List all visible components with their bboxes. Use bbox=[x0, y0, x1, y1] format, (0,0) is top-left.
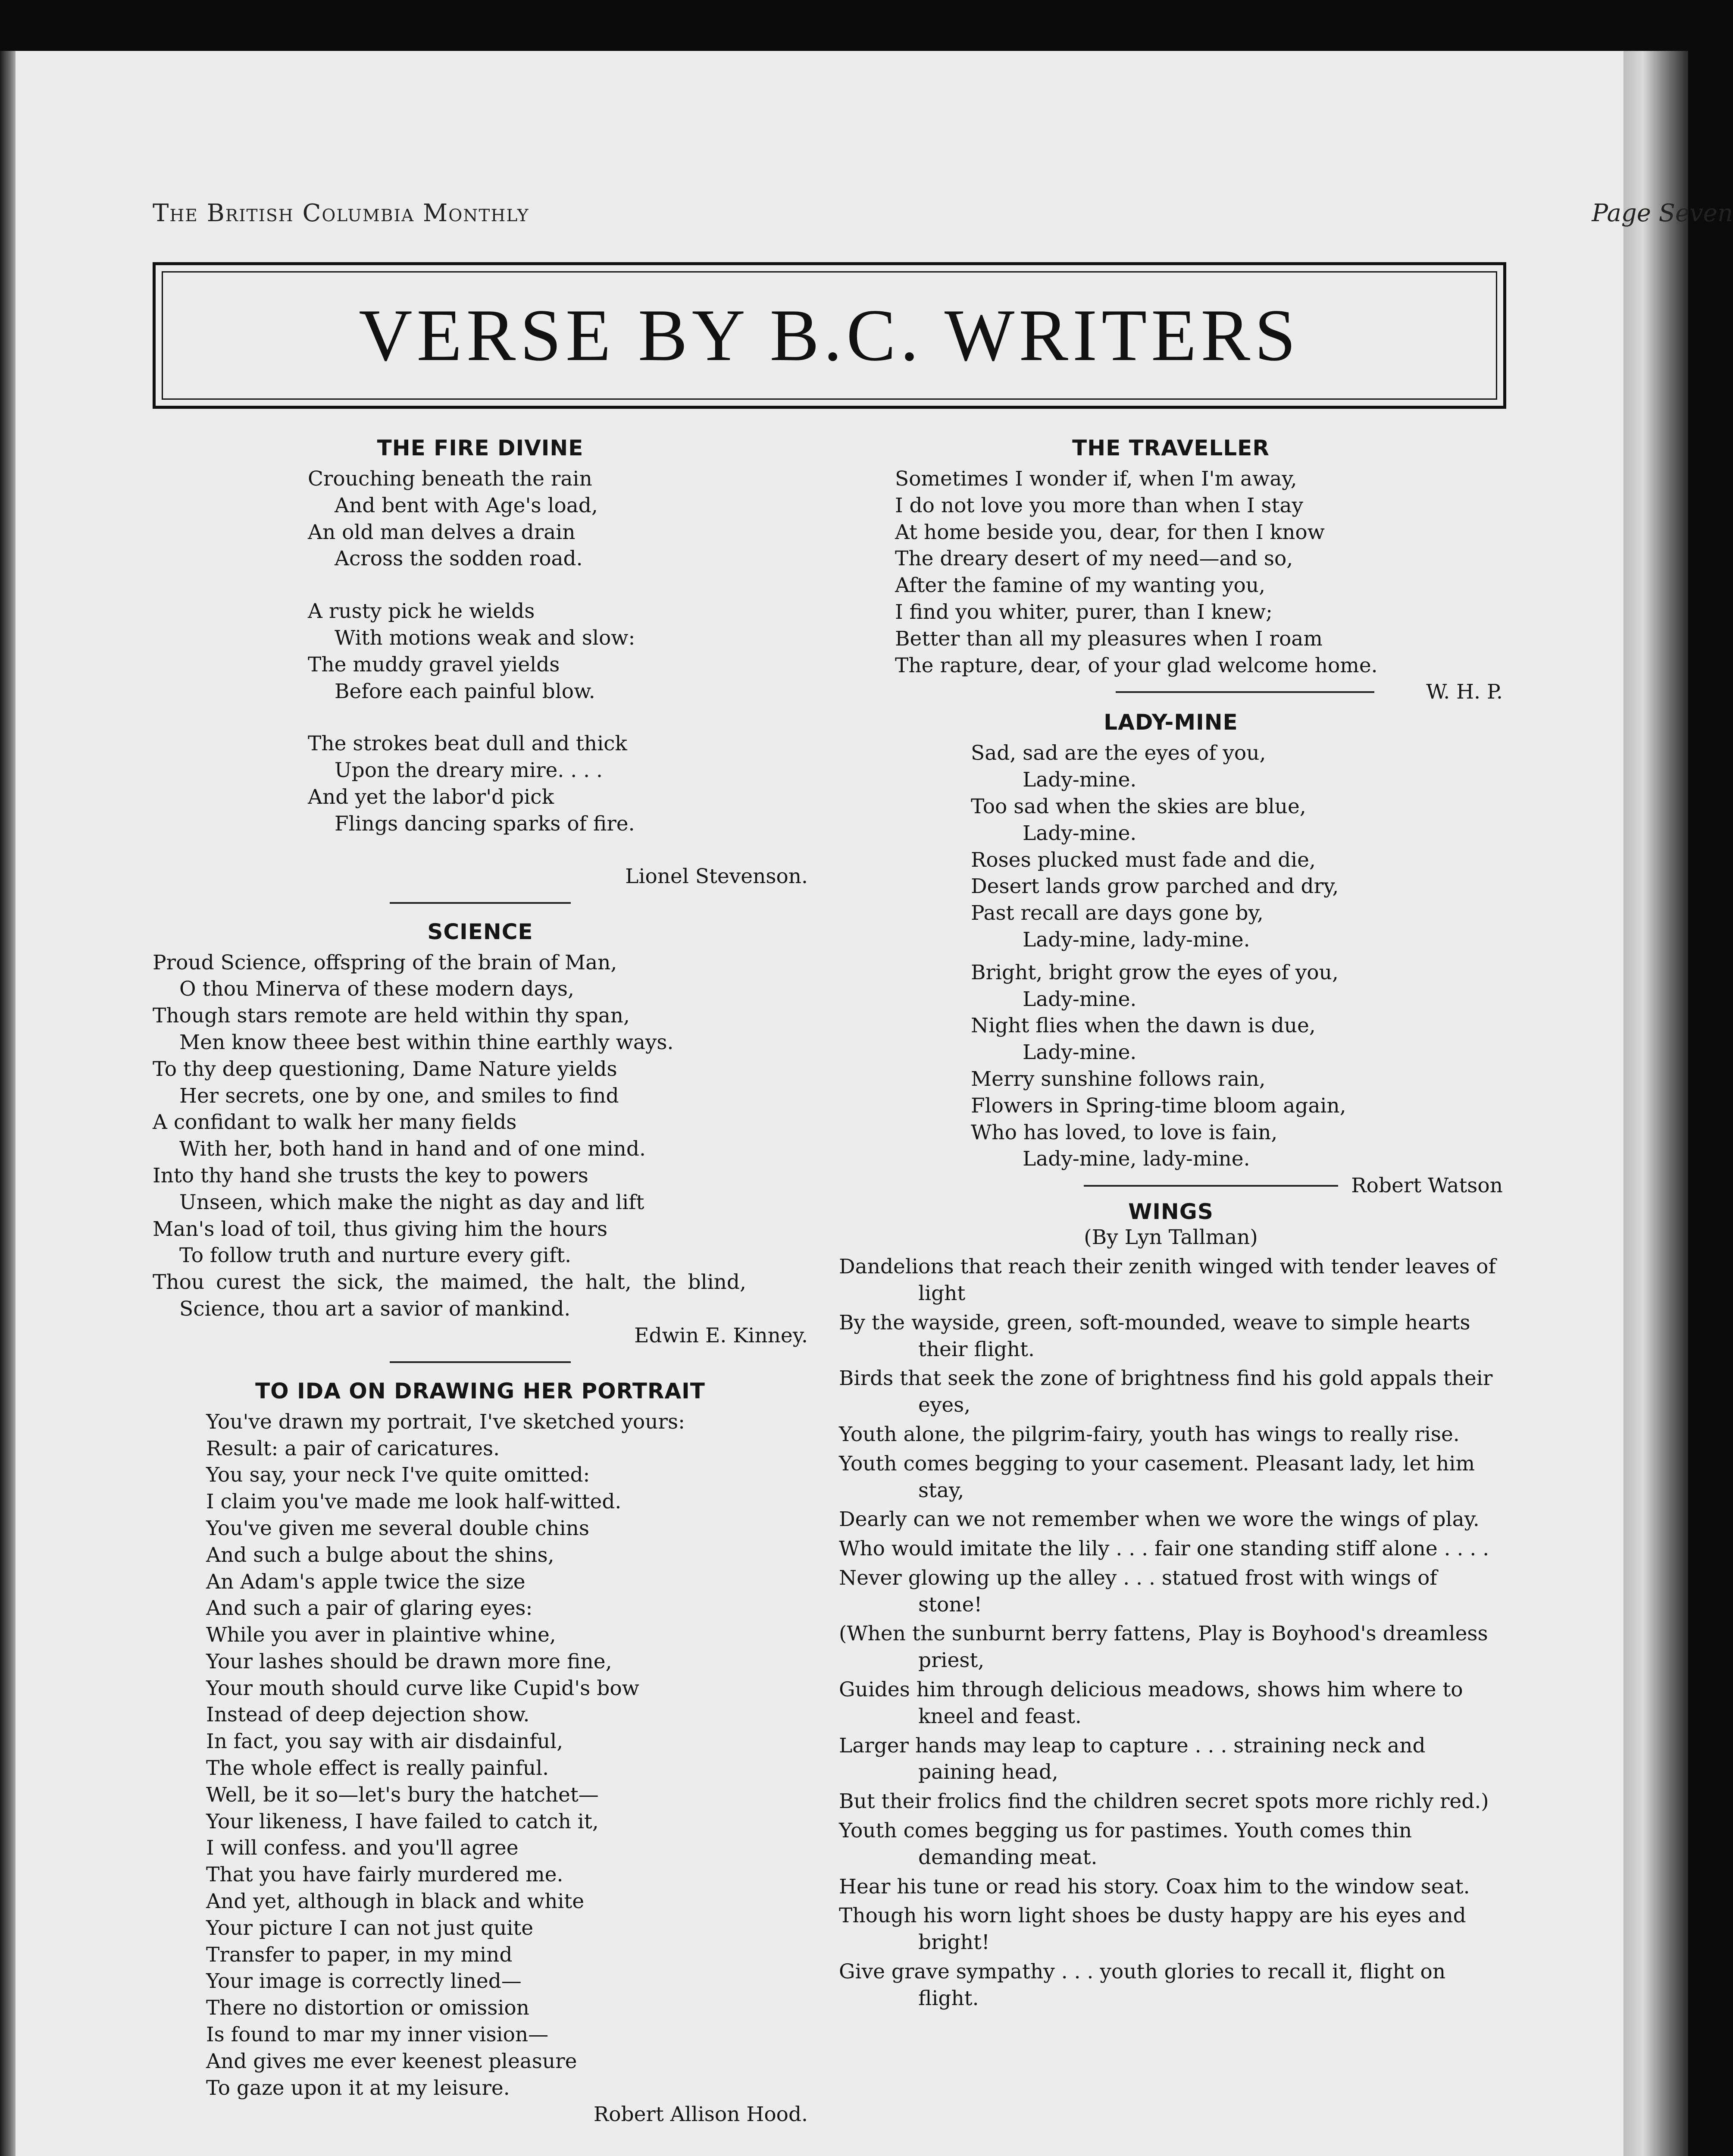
poem-line: An Adam's apple twice the size bbox=[206, 1570, 526, 1594]
poem-line: Man's load of toil, thus giving him the hours bbox=[153, 1217, 608, 1241]
poem-line: Is found to mar my inner vision— bbox=[206, 2023, 549, 2047]
poem-author: Robert Watson bbox=[1351, 1174, 1503, 1198]
poem-line: To follow truth and nurture every gift. bbox=[179, 1244, 572, 1268]
poem-author: W. H. P. bbox=[1426, 680, 1503, 704]
poem-title: THE TRAVELLER bbox=[1072, 436, 1270, 461]
poem-line: Result: a pair of caricatures. bbox=[206, 1436, 500, 1460]
poem-line: An old man delves a drain bbox=[308, 520, 576, 544]
divider-rule bbox=[1084, 1185, 1338, 1187]
poem-line: Birds that seek the zone of brightness find his gold appals their eyes, bbox=[839, 1366, 1493, 1417]
running-header-publication: The British Columbia Monthly bbox=[153, 199, 529, 227]
poem-line: Proud Science, offspring of the brain of Man, bbox=[153, 950, 617, 975]
poem-line: The dreary desert of my need—and so, bbox=[895, 547, 1293, 571]
poem-line: And such a bulge about the shins, bbox=[206, 1543, 554, 1567]
poem-line: Thou curest the sick, the maimed, the halt, the blind, bbox=[153, 1270, 746, 1294]
poem-line: And gives me ever keenest pleasure bbox=[206, 2049, 577, 2073]
lady-mine-footer bbox=[839, 1172, 1503, 1199]
poem-line: The muddy gravel yields bbox=[308, 652, 560, 677]
poem-line: Give grave sympathy . . . youth glories to recall it, flight on flight. bbox=[839, 1960, 1446, 2010]
stanza bbox=[971, 740, 1503, 953]
poem-line: And yet the labor'd pick bbox=[308, 785, 554, 809]
left-column bbox=[153, 436, 808, 2128]
poem-line: Never glowing up the alley . . . statued frost with wings of stone! bbox=[839, 1566, 1437, 1617]
poem-line: Merry sunshine follows rain, bbox=[971, 1067, 1266, 1091]
stanza bbox=[971, 959, 1503, 1172]
stanza bbox=[308, 466, 808, 572]
poem-line: Better than all my pleasures when I roam bbox=[895, 627, 1323, 651]
poem-line: Who has loved, to love is fain, bbox=[971, 1120, 1278, 1144]
poem-line: I find you whiter, purer, than I knew; bbox=[895, 600, 1273, 624]
poem-line: Crouching beneath the rain bbox=[308, 467, 592, 491]
poem-line: Lady-mine, lady-mine. bbox=[1023, 928, 1250, 952]
poem-line: You've drawn my portrait, I've sketched yours: bbox=[206, 1410, 685, 1434]
poem-line: Science, thou art a savior of mankind. bbox=[179, 1297, 571, 1321]
poem-line: Dearly can we not remember when we wore the wings of play. bbox=[839, 1507, 1480, 1532]
poem-line: I claim you've made me look half-witted. bbox=[206, 1490, 622, 1514]
poem-line: Youth alone, the pilgrim-fairy, youth has wings to really rise. bbox=[839, 1422, 1460, 1446]
poem-line: Sad, sad are the eyes of you, bbox=[971, 741, 1266, 765]
poem-line: At home beside you, dear, for then I know bbox=[895, 520, 1325, 544]
poem-line: Transfer to paper, in my mind bbox=[206, 1943, 513, 1967]
poem-title: LADY-MINE bbox=[1104, 710, 1238, 735]
poem-line: Her secrets, one by one, and smiles to find bbox=[179, 1084, 619, 1108]
poem-line: Flowers in Spring-time bloom again, bbox=[971, 1094, 1346, 1118]
poem-line: Your likeness, I have failed to catch it, bbox=[206, 1809, 599, 1833]
poem-line: Your lashes should be drawn more fine, bbox=[206, 1649, 612, 1673]
poem-line: Past recall are days gone by, bbox=[971, 901, 1264, 925]
poem-line: A confidant to walk her many fields bbox=[153, 1110, 517, 1134]
poem-line: Lady-mine. bbox=[1023, 1040, 1137, 1065]
poem-line: And bent with Age's load, bbox=[335, 493, 598, 517]
poem-title: WINGS bbox=[1128, 1199, 1214, 1225]
poem-line: Across the sodden road. bbox=[335, 547, 583, 571]
poem-line: To thy deep questioning, Dame Nature yields bbox=[153, 1057, 617, 1081]
book-spine bbox=[1624, 51, 1688, 2156]
poem-line: There no distortion or omission bbox=[206, 1996, 529, 2020]
poem-line: A rusty pick he wields bbox=[308, 599, 535, 624]
poem-line: Lady-mine, lady-mine. bbox=[1023, 1147, 1250, 1171]
poem-line: After the famine of my wanting you, bbox=[895, 573, 1266, 598]
stanza bbox=[308, 730, 808, 837]
poem-line: Night flies when the dawn is due, bbox=[971, 1014, 1316, 1038]
section-banner-inner-frame bbox=[162, 271, 1497, 400]
poem-lady-mine bbox=[839, 710, 1503, 1199]
poem-line: Dandelions that reach their zenith winged with tender leaves of light bbox=[839, 1255, 1496, 1305]
poem-line: Before each painful blow. bbox=[335, 679, 595, 703]
poem-line: I will confess. and you'll agree bbox=[206, 1836, 519, 1860]
poem-title: SCIENCE bbox=[427, 919, 533, 944]
poem-line: Your mouth should curve like Cupid's bow bbox=[206, 1676, 639, 1700]
poem-line: The whole effect is really painful. bbox=[206, 1756, 549, 1780]
poem-author: Edwin E. Kinney. bbox=[634, 1323, 808, 1348]
poem-line: Men know theee best within thine earthly ways. bbox=[179, 1030, 674, 1054]
poem-line: Sometimes I wonder if, when I'm away, bbox=[895, 467, 1297, 491]
poem-line: The rapture, dear, of your glad welcome home. bbox=[895, 653, 1378, 677]
poem-line: Too sad when the skies are blue, bbox=[971, 794, 1306, 818]
poem-science bbox=[153, 919, 808, 1349]
poem-traveller bbox=[839, 436, 1503, 705]
poem-line: You've given me several double chins bbox=[206, 1516, 590, 1540]
poem-line: Bright, bright grow the eyes of you, bbox=[971, 960, 1339, 984]
left-page-edge bbox=[0, 51, 16, 2156]
poem-title: TO IDA ON DRAWING HER PORTRAIT bbox=[255, 1378, 705, 1404]
poem-body bbox=[153, 1409, 808, 2102]
poem-line: Lady-mine. bbox=[1023, 768, 1137, 792]
poem-author: Lionel Stevenson. bbox=[625, 864, 808, 888]
poem-line: I do not love you more than when I stay bbox=[895, 493, 1303, 517]
poem-line: O thou Minerva of these modern days, bbox=[179, 977, 574, 1001]
divider-rule bbox=[1116, 691, 1374, 693]
section-title: VERSE BY B.C. WRITERS bbox=[359, 294, 1300, 376]
poem-line: Youth comes begging us for pastimes. Youth comes thin demanding meat. bbox=[839, 1819, 1412, 1869]
poem-byline: (By Lyn Tallman) bbox=[1084, 1225, 1258, 1250]
poem-line: Hear his tune or read his story. Coax him to the window seat. bbox=[839, 1874, 1470, 1899]
poem-line: Flings dancing sparks of fire. bbox=[335, 812, 635, 836]
poem-line: Youth comes begging to your casement. Pleasant lady, let him stay, bbox=[839, 1451, 1475, 1502]
divider-rule bbox=[390, 902, 571, 904]
poem-to-ida bbox=[153, 1379, 808, 2128]
poem-author: Robert Allison Hood. bbox=[593, 2103, 808, 2127]
poem-line: That you have fairly murdered me. bbox=[206, 1863, 563, 1887]
poem-line: Desert lands grow parched and dry, bbox=[971, 874, 1339, 899]
poem-line: While you aver in plaintive whine, bbox=[206, 1623, 556, 1647]
poem-line: And such a pair of glaring eyes: bbox=[206, 1596, 533, 1620]
poem-title: THE FIRE DIVINE bbox=[377, 436, 584, 461]
poem-line: Though stars remote are held within thy span, bbox=[153, 1004, 630, 1028]
poem-line: In fact, you say with air disdainful, bbox=[206, 1730, 563, 1754]
poem-line: Into thy hand she trusts the key to powers bbox=[153, 1163, 588, 1188]
poem-fire-divine bbox=[153, 436, 808, 890]
poem-line: By the wayside, green, soft-mounded, weave to simple hearts their flight. bbox=[839, 1310, 1470, 1361]
poem-line: Larger hands may leap to capture . . . straining neck and paining head, bbox=[839, 1733, 1426, 1784]
poem-line: Your image is correctly lined— bbox=[206, 1969, 522, 1993]
running-header-page-number: Page Seven bbox=[1592, 199, 1733, 227]
poem-line: (When the sunburnt berry fattens, Play is Boyhood's dreamless priest, bbox=[839, 1622, 1488, 1673]
poem-line: You say, your neck I've quite omitted: bbox=[206, 1463, 590, 1487]
poem-line: Well, be it so—let's bury the hatchet— bbox=[206, 1783, 599, 1807]
poem-wings bbox=[839, 1199, 1503, 2012]
poem-line: Unseen, which make the night as day and lift bbox=[179, 1190, 644, 1214]
poem-line: Upon the dreary mire. . . . bbox=[335, 758, 603, 783]
poem-line: Who would imitate the lily . . . fair one standing stiff alone . . . . bbox=[839, 1537, 1489, 1561]
poem-line: Your picture I can not just quite bbox=[206, 1916, 534, 1940]
poem-line: Guides him through delicious meadows, shows him where to kneel and feast. bbox=[839, 1678, 1463, 1728]
poem-line: Roses plucked must fade and die, bbox=[971, 848, 1316, 872]
right-column bbox=[839, 436, 1503, 2015]
poem-line: But their frolics find the children secret spots more richly red.) bbox=[839, 1789, 1489, 1814]
traveller-footer bbox=[895, 679, 1503, 705]
poem-line: With motions weak and slow: bbox=[335, 626, 635, 650]
poem-line: The strokes beat dull and thick bbox=[308, 732, 627, 756]
poem-line: To gaze upon it at my leisure. bbox=[206, 2076, 510, 2100]
poem-line: Instead of deep dejection show. bbox=[206, 1703, 530, 1727]
divider-rule bbox=[390, 1361, 571, 1363]
section-banner bbox=[153, 262, 1506, 409]
poem-line: Though his worn light shoes be dusty happy are his eyes and bright! bbox=[839, 1904, 1466, 1955]
poem-line: Lady-mine. bbox=[1023, 821, 1137, 845]
poem-line: With her, both hand in hand and of one mind. bbox=[179, 1137, 646, 1161]
poem-line: And yet, although in black and white bbox=[206, 1890, 585, 1914]
poem-line: Lady-mine. bbox=[1023, 987, 1137, 1011]
stanza bbox=[308, 598, 808, 705]
